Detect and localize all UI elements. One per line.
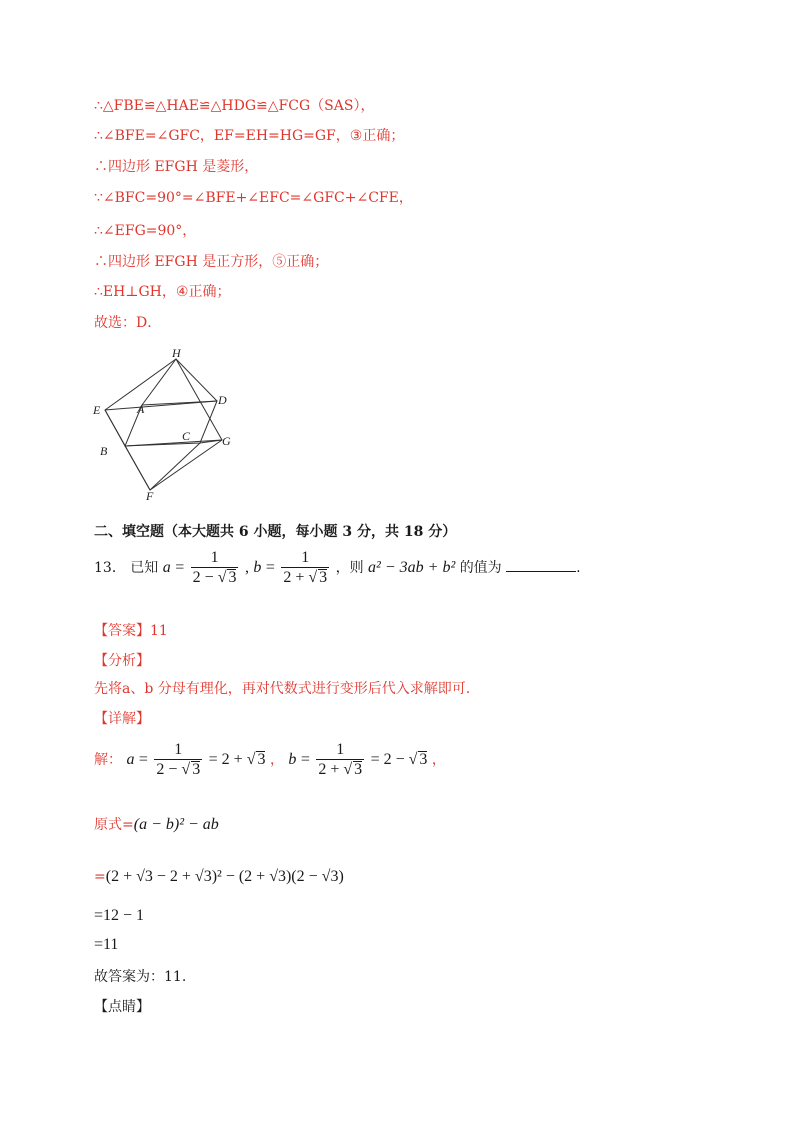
step3-expr: =11 — [94, 936, 119, 953]
solve-prefix: 解： — [94, 752, 122, 768]
solve-a-result-text: = 2 + — [208, 751, 247, 768]
solve-root-a: 3 — [192, 760, 201, 778]
label-B: B — [100, 444, 108, 458]
answer-line — [94, 622, 168, 640]
solve-fraction-b — [316, 741, 364, 780]
answer-blank — [506, 557, 576, 572]
sqrt-a: √ 3 — [217, 568, 237, 586]
orig-expr: (a − b)² − ab — [133, 816, 219, 833]
orig-line — [94, 814, 219, 836]
question-number: 13． — [94, 560, 126, 576]
solve-var-a: a — [126, 751, 135, 768]
solve-frac-a-den-text: 2 − — [156, 760, 182, 778]
question-13 — [94, 548, 581, 588]
detail-solve-line — [94, 738, 446, 782]
answer-value: 11 — [150, 623, 168, 639]
frac-a-den-text: 2 − — [192, 568, 218, 586]
analysis-text: 先将a、b 分母有理化，再对代数式进行变形后代入求解即可. — [94, 681, 471, 697]
fraction-b — [281, 549, 329, 588]
solve-frac-a-den: 2 − √ 3 — [156, 760, 201, 778]
step1-line — [94, 866, 344, 888]
proof-line-1: ∴△FBE≌△HAE≌△HDG≌△FCG（SAS）， — [94, 98, 375, 114]
solve-eq-b: = — [300, 751, 310, 768]
label-D: D — [218, 393, 227, 407]
fraction-a — [191, 549, 239, 588]
label-C: C — [182, 429, 191, 443]
solve-b-result: = 2 − √ 3 — [370, 751, 428, 768]
frac-a-den — [191, 568, 239, 588]
var-a: a — [162, 559, 171, 576]
proof-line-4: ∵∠BFC=90°=∠BFE+∠EFC=∠GFC+∠CFE， — [94, 190, 413, 206]
orig-label: 原式= — [94, 817, 134, 833]
proof-line-2: ∴∠BFE=∠GFC，EF=EH=HG=GF，③正确； — [94, 128, 405, 144]
eq-sign-b: = — [265, 559, 275, 576]
solve-frac-a-num: 1 — [154, 741, 202, 760]
label-E: E — [93, 403, 101, 417]
section-heading: 二、填空题（本大题共 6 小题，每小题 3 分，共 18 分） — [94, 524, 457, 540]
comment-tag: 【点睛】 — [94, 999, 150, 1015]
label-G: G — [222, 434, 231, 448]
solve-eq-a: = — [138, 751, 148, 768]
label-H: H — [172, 346, 181, 360]
frac-b-den — [281, 568, 329, 588]
solve-root-b: 3 — [354, 760, 363, 778]
solve-var-b: b — [288, 751, 297, 768]
solve-tail: ， — [431, 752, 446, 768]
question-prefix: 已知 — [130, 560, 159, 576]
frac-b-num: 1 — [281, 549, 329, 568]
var-b: b — [253, 559, 262, 576]
analysis-tag: 【分析】 — [94, 653, 150, 669]
detail-tag: 【详解】 — [94, 711, 150, 727]
proof-line-7: ∴EH⊥GH，④正确； — [94, 284, 231, 300]
question-suffix: 的值为 — [459, 560, 502, 576]
proof-line-5: ∴∠EFG=90°， — [94, 223, 197, 239]
answer-tag: 【答案】 — [94, 623, 150, 639]
proof-line-6: ∴四边形 EFGH 是正方形，⑤正确； — [94, 254, 329, 270]
comma: , — [244, 559, 249, 576]
proof-line-3: ∴四边形 EFGH 是菱形， — [94, 159, 259, 175]
label-F: F — [146, 489, 154, 503]
root-arg-b: 3 — [319, 568, 328, 586]
geometry-figure — [90, 345, 250, 505]
question-expression: a² − 3ab + b² — [368, 559, 456, 576]
solve-frac-b-den-text: 2 + — [318, 760, 344, 778]
eq-sign: = — [175, 559, 185, 576]
solve-b-root: 3 — [419, 751, 428, 768]
question-end: . — [576, 560, 581, 576]
label-A: A — [137, 402, 145, 416]
proof-line-8: 故选：D． — [94, 315, 162, 331]
frac-b-den-text: 2 + — [283, 568, 309, 586]
solve-a-root: 3 — [257, 751, 266, 768]
solve-frac-b-den: 2 + √ 3 — [318, 760, 363, 778]
frac-a-num: 1 — [191, 549, 239, 568]
solve-a-result: = 2 + √ 3 — [208, 751, 266, 768]
solve-fraction-a — [154, 741, 202, 780]
solve-frac-b-num: 1 — [316, 741, 364, 760]
sqrt-b: √ 3 — [308, 568, 328, 586]
step2-line — [94, 907, 144, 925]
solve-b-result-text: = 2 − — [370, 751, 409, 768]
step1-prefix: = — [94, 869, 106, 885]
final-answer: 故答案为：11. — [94, 969, 187, 985]
step1-expr: (2 + √3 − 2 + √3)² − (2 + √3)(2 − √3) — [105, 868, 344, 885]
step2-expr: =12 − 1 — [94, 907, 145, 924]
solve-sep: ， — [269, 752, 284, 768]
question-then: ，则 — [335, 560, 364, 576]
step3-line — [94, 936, 118, 954]
root-arg: 3 — [228, 568, 237, 586]
